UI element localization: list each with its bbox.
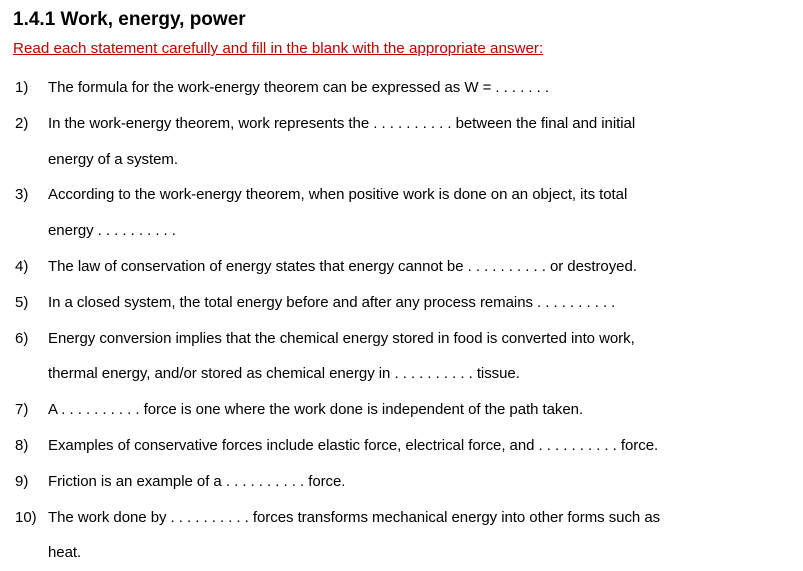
item-text-line: energy . . . . . . . . . . [48, 222, 176, 240]
list-item [0, 321, 803, 393]
item-text-line: In a closed system, the total energy before and after any process remains . . . . . . . . . . [48, 293, 616, 311]
list-item [0, 177, 803, 249]
list-item [0, 70, 803, 106]
list-item [0, 249, 803, 285]
list-item [0, 106, 803, 178]
list-item [0, 392, 803, 428]
page-title: 1.4.1 Work, energy, power [13, 9, 246, 30]
worksheet-list [0, 70, 803, 571]
item-number: 6) [15, 329, 29, 347]
item-number: 7) [15, 401, 29, 419]
list-item [0, 428, 803, 464]
item-text-line: Friction is an example of a . . . . . . . . . . force. [48, 472, 346, 490]
item-number: 8) [15, 436, 29, 454]
item-text-line: In the work-energy theorem, work represents the . . . . . . . . . . between the final and initial [48, 114, 636, 132]
item-text-line: The formula for the work-energy theorem can be expressed as W = . . . . . . . [48, 79, 549, 96]
list-item [0, 500, 803, 571]
item-text-line: The work done by . . . . . . . . . . forces transforms mechanical energy into other forms such as [48, 508, 661, 526]
item-text-line: Examples of conservative forces include elastic force, electrical force, and . . . . . . . . . . force. [48, 436, 659, 454]
item-text-line: The law of conservation of energy states that energy cannot be . . . . . . . . . . or destroyed. [48, 257, 637, 275]
item-text-line: Energy conversion implies that the chemical energy stored in food is converted into work, [48, 329, 635, 347]
list-item [0, 464, 803, 500]
item-number: 1) [15, 79, 29, 96]
item-text-line: A . . . . . . . . . . force is one where the work done is independent of the path taken. [48, 401, 584, 419]
item-text-line: energy of a system. [48, 150, 178, 168]
item-number: 9) [15, 472, 29, 490]
item-text-line: thermal energy, and/or stored as chemical energy in . . . . . . . . . . tissue. [48, 365, 520, 383]
item-number: 4) [15, 257, 29, 275]
list-item [0, 285, 803, 321]
item-number: 2) [15, 114, 29, 132]
item-text-line: According to the work-energy theorem, when positive work is done on an object, its total [48, 186, 628, 204]
instruction-text: Read each statement carefully and fill in the blank with the appropriate answer: [13, 40, 544, 57]
item-text-line: heat. [48, 544, 82, 562]
item-number: 3) [15, 186, 29, 204]
item-number: 10) [15, 508, 37, 526]
item-number: 5) [15, 293, 29, 311]
